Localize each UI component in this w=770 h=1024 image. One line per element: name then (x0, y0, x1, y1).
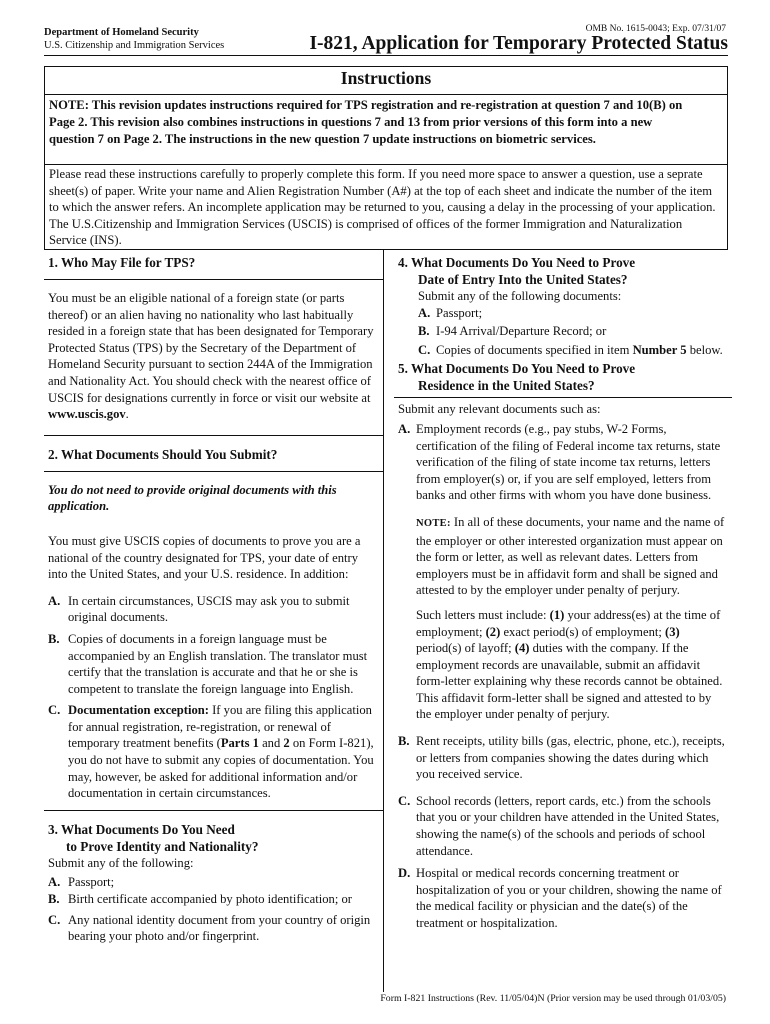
item-text: I-94 Arrival/Departure Record; or (436, 324, 607, 339)
item-text: School records (letters, report cards, etc.) from the schools that you or your children have attended in the United States, showing the name(s) of the schools and periods of school attendance. (416, 793, 720, 858)
item-label: C. (48, 912, 61, 927)
item-label: B. (48, 631, 60, 646)
divider (44, 279, 384, 280)
item-text: Employment records (e.g., pay stubs, W-2 Forms, certification of the filing of Federal income tax returns, state verification of the filing of state income tax returns, letters from employer(s) or, if you are self employed, letters from banks and other firms with whom you have done business. (416, 421, 721, 503)
intro-paragraph: Please read these instructions carefully to properly complete this form. If you need more space to answer a question, use a seprate sheet(s) of paper. Write your name and Alien Registration Number (A#) at the top of each sheet and indicate the number of the item to which the answer refers. An incomplete application may be returned to you, causing a delay in the processing of your application. The U.S.Citizenship and Immigration Services (USCIS) is comprised of offices of the former Immigration and Naturalization Service (INS). (49, 167, 716, 248)
divider (44, 471, 384, 472)
section-residence (398, 360, 728, 931)
section-intro: Submit any relevant documents such as: (398, 402, 601, 417)
item-text: Documentation exception: If you are filing this application for annual registration, re-registration, or renewal of temporary treatment benefits (Parts 1 and 2 on Form I-821), you do not have to submit any copies of documentation. You may, however, be asked for additional information and/or documentation in certain circumstances. (68, 703, 374, 801)
item-label: D. (398, 866, 411, 881)
item-text: Copies of documents in a foreign language must be accompanied by an English translation. The translator must certify that the translation is accurate and that he or she is competent to translate the foreign language into English. (68, 631, 368, 696)
list-item (48, 702, 380, 802)
agency-block (44, 26, 304, 52)
section-heading: 3. What Documents Do You Need to Prove Identity and Nationality? (48, 821, 259, 854)
list-item (48, 631, 380, 697)
list-item (418, 323, 728, 340)
list-item (48, 874, 380, 891)
item-label: B. (418, 324, 430, 339)
form-title: I-821, Application for Temporary Protected Status (309, 33, 728, 54)
omb-number: OMB No. 1615-0043; Exp. 07/31/07 (585, 24, 726, 34)
item-label: A. (398, 421, 411, 436)
left-column (48, 254, 380, 945)
section-who-may-file (48, 254, 380, 423)
item-label: C. (418, 342, 431, 357)
column-divider (383, 250, 384, 992)
letters-paragraph: Such letters must include: (1) your address(es) at the time of employment; (2) exact period(s) of employment; (3) period(s) of layoff; (4) duties with the company. If the employment records are unavailable, submit an affidavit form-letter explaining why these records cannot be obtained. This affidavit form-letter shall be signed and attested to by the employer under penalty of perjury. (416, 607, 723, 722)
original-docs-note: You do not need to provide original documents with this application. (48, 482, 337, 514)
item-label: C. (48, 703, 61, 718)
instructions-box (44, 66, 728, 250)
list-item (398, 733, 728, 783)
divider (44, 435, 384, 436)
section-body: You must be an eligible national of a foreign state (or parts thereof) or an alien having no nationality who last habitually resided in a foreign state that has been designated for Temporary Protected Status (TPS) by the Secretary of the Department of Homeland Security pursuant to section 244A of the Immigration and Nationality Act. You should check with the nearest office of USCIS for designations currently in force or visit our website at www.uscis.gov. (48, 291, 374, 422)
section-identity-nationality (48, 821, 380, 945)
item-text: Passport; (436, 305, 483, 320)
item-label: B. (398, 734, 410, 749)
list-item (418, 305, 728, 322)
instructions-title: Instructions (340, 68, 432, 88)
item-text: Copies of documents specified in item Number 5 below. (436, 342, 723, 357)
agency-name: U.S. Citizenship and Immigration Services (44, 40, 225, 51)
divider (45, 164, 727, 165)
item-label: C. (398, 793, 411, 808)
item-label: A. (48, 593, 61, 608)
revision-note: NOTE: This revision updates instructions required for TPS registration and re-registration at question 7 and 10(B) on Page 2. This revision also combines instructions in questions 7 and 13 from prior versions of this form into a new question 7 on Page 2. The instructions in the new question 7 update instructions on biometric services. (49, 98, 683, 146)
item-label: A. (48, 875, 61, 890)
right-column (398, 254, 728, 932)
list-item (48, 891, 380, 908)
list-item (48, 912, 380, 945)
section-date-of-entry (398, 254, 728, 358)
section-body: You must give USCIS copies of documents to prove you are a national of the country designated for TPS, your date of entry into the United States, and your U.S. residence. In addition: (48, 533, 361, 582)
section-heading: 5. What Documents Do You Need to Prove Residence in the United States? (398, 361, 636, 394)
item-text: Passport; (68, 875, 115, 890)
list-item (398, 793, 728, 859)
list-item (418, 342, 728, 359)
note-paragraph: NOTE: In all of these documents, your name and the name of the employer or other interested organization must appear on the form or letter, as well as relevant dates. Letters from employers must be in affidavit form and shall be signed and attested to by the employer under penalty of perjury. (416, 514, 725, 598)
header-divider (44, 55, 728, 56)
list-item (398, 865, 728, 931)
section-heading: 2. What Documents Should You Submit? (48, 446, 278, 462)
item-text: Hospital or medical records concerning treatment or hospitalization of you or your children, showing the name of the medical facility or physician and the date(s) of the treatment or hospitalization. (416, 866, 722, 930)
item-text: Birth certificate accompanied by photo identification; or (68, 892, 352, 907)
item-label: A. (418, 305, 431, 320)
section-intro: Submit any of the following documents: (418, 289, 622, 303)
form-footer: Form I-821 Instructions (Rev. 11/05/04)N (Prior version may be used through 01/03/05) (380, 993, 726, 1004)
divider (44, 810, 384, 811)
section-heading: 1. Who May File for TPS? (48, 255, 196, 270)
divider (45, 94, 727, 95)
item-text: In certain circumstances, USCIS may ask you to submit original documents. (68, 593, 350, 625)
section-heading: 4. What Documents Do You Need to Prove Date of Entry Into the United States? (398, 255, 636, 287)
item-label: B. (48, 892, 60, 907)
item-text: Rent receipts, utility bills (gas, electric, phone, etc.), receipts, or letters from companies showing the dates during which you received service. (416, 734, 725, 782)
section-documents-submit (48, 446, 380, 802)
list-item (398, 421, 728, 504)
section-intro: Submit any of the following: (48, 855, 194, 870)
list-item (48, 593, 380, 626)
department-name: Department of Homeland Security (44, 27, 199, 38)
website-link[interactable]: www.uscis.gov (48, 407, 126, 422)
divider (394, 397, 732, 398)
item-text: Any national identity document from your country of origin bearing your photo and/or fingerprint. (68, 912, 371, 944)
